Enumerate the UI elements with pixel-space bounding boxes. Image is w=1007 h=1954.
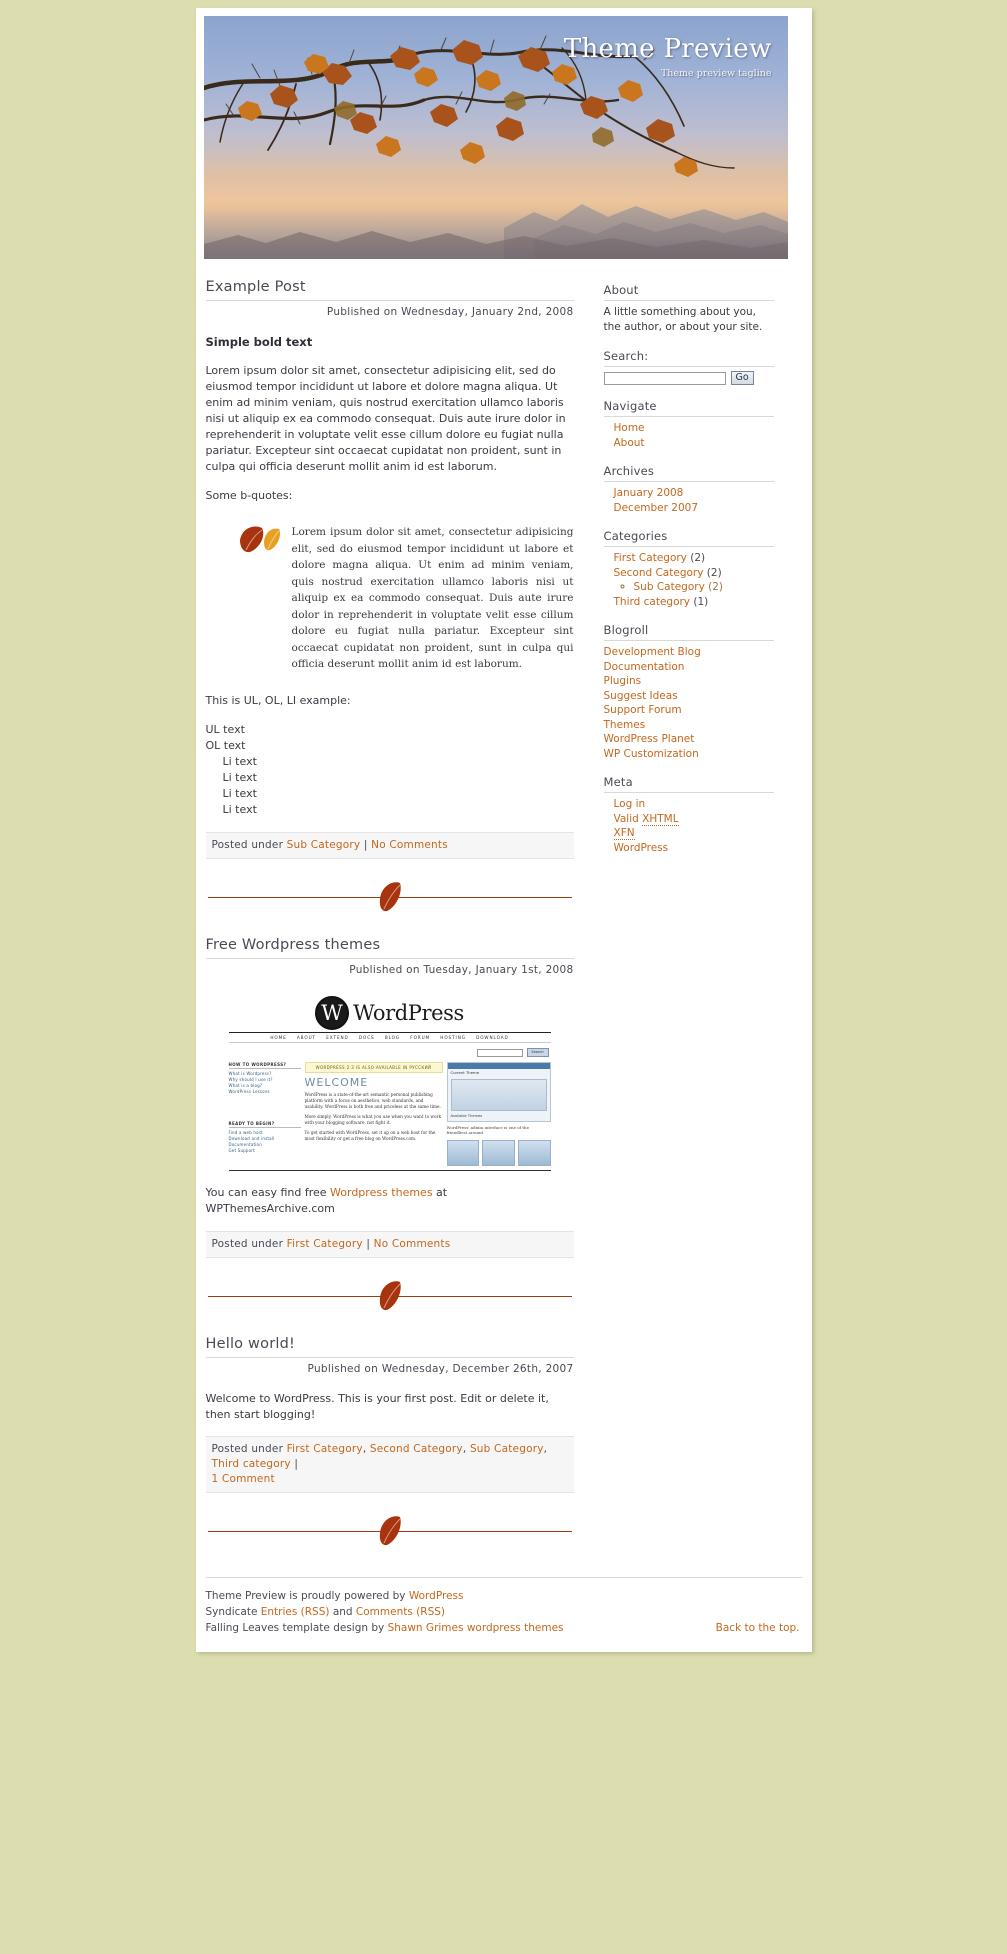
list-item (604, 645, 774, 660)
wp-nav-item: BLOG (384, 1034, 401, 1040)
meta-separator: | (360, 838, 372, 851)
wp-nav-item: HOSTING (440, 1034, 466, 1040)
posted-under-label: Posted under (211, 1237, 287, 1250)
blogroll-link[interactable]: Documentation (603, 660, 685, 673)
wp-theme-thumbnails (447, 1140, 551, 1166)
archives-list (604, 486, 774, 515)
post-meta (206, 1231, 574, 1258)
wp-admin-caption: WordPress' admin interface is one of the friendliest around. (446, 1124, 529, 1135)
wp-welcome-heading: WELCOME (304, 1075, 369, 1089)
wp-thumbnail (518, 1140, 551, 1166)
footer-line-syndicate (206, 1604, 802, 1620)
meta-separator: | (290, 1457, 299, 1470)
post-meta (206, 832, 574, 859)
widget-heading-meta: Meta (604, 775, 774, 793)
widget-heading-blogroll: Blogroll (604, 623, 774, 641)
content-column (204, 279, 574, 1571)
list-item (614, 595, 774, 610)
blogroll-link[interactable]: Suggest Ideas (603, 689, 678, 702)
post-date: Published on Wednesday, January 2nd, 2008 (326, 306, 574, 318)
category-count: (2) (708, 581, 724, 593)
post-caption-line (206, 1185, 574, 1217)
wp-available-themes-label: Available Themes (450, 1113, 483, 1118)
list-intro: This is UL, OL, LI example: (205, 693, 351, 707)
blogroll-list (604, 645, 774, 761)
list-item (614, 826, 774, 841)
wp-nav-item: FORUM (410, 1034, 431, 1040)
post-title[interactable]: Example Post (206, 279, 574, 301)
xhtml-abbr: XHTML (642, 812, 679, 825)
wp-shot-header (229, 992, 551, 1032)
widget-categories (604, 529, 774, 609)
list-item (614, 436, 774, 451)
meta-list (604, 797, 774, 855)
meta-comma: , (543, 1442, 548, 1455)
wp-footer-rule (229, 1170, 551, 1171)
back-to-top-link[interactable]: Back to the top. (715, 1621, 800, 1634)
leaf-divider (206, 873, 574, 919)
blogroll-link[interactable]: Support Forum (603, 704, 682, 716)
widget-search (604, 349, 774, 385)
category-link[interactable]: First Category (613, 552, 687, 564)
wp-search-input (477, 1049, 523, 1057)
footer-text: Syndicate (205, 1605, 261, 1618)
category-count: (2) (706, 566, 722, 579)
blogroll-link[interactable]: Themes (603, 718, 646, 731)
wp-link: Find a web host (228, 1129, 263, 1135)
site-branding (352, 34, 772, 79)
meta-comma: , (462, 1442, 470, 1455)
wordpress-link[interactable]: WordPress (408, 1589, 464, 1602)
list-item (614, 797, 774, 812)
wordpress-logo-icon: W (315, 996, 349, 1030)
site-footer (206, 1577, 802, 1652)
wp-search-bar (229, 1043, 551, 1062)
ul-demo (206, 722, 574, 738)
navigate-list (604, 421, 774, 450)
post-title[interactable]: Hello world! (206, 1336, 574, 1358)
category-link[interactable]: Sub Category (469, 1442, 544, 1455)
post-paragraph: Welcome to WordPress. This is your first post. Edit or delete it, then start blogging! (205, 1391, 549, 1421)
list-demo (206, 722, 574, 818)
wp-link: What is a blog? (228, 1082, 263, 1088)
list-item (604, 732, 774, 747)
wp-nav-item: DOCS (358, 1034, 375, 1040)
site-header-banner (204, 16, 788, 259)
post-meta (206, 1436, 574, 1493)
wp-thumbnail (447, 1140, 480, 1166)
post-body (206, 1391, 574, 1423)
wp-nav-bar (229, 1032, 551, 1043)
category-link[interactable]: Second Category (369, 1442, 463, 1455)
archive-link[interactable]: December 2007 (613, 501, 699, 514)
page-shell (196, 8, 812, 1652)
list-item (614, 501, 774, 516)
wp-paragraph: More simply, WordPress is what you use when you want to work with your blogging software, not fight it. (304, 1113, 442, 1125)
nav-link-home[interactable]: Home (613, 422, 645, 434)
footer-text: and (329, 1605, 356, 1618)
wp-thumbnail (482, 1140, 515, 1166)
list-item (614, 566, 774, 595)
search-go-button[interactable]: Go (731, 371, 754, 385)
posted-under-label: Posted under (211, 1442, 287, 1455)
comments-rss-link[interactable]: Comments (RSS) (355, 1605, 445, 1618)
list-item (604, 718, 774, 733)
post-date: Published on Wednesday, December 26th, 2007 (307, 1362, 574, 1375)
entries-rss-link[interactable]: Entries (RSS) (260, 1605, 330, 1618)
category-link[interactable]: Sub Category (286, 838, 361, 851)
wp-link: Download and install (228, 1135, 275, 1141)
caption-before: You can easy find free (205, 1185, 331, 1199)
list-item (614, 486, 774, 501)
comments-link[interactable]: No Comments (373, 1237, 451, 1250)
blockquote-leaf-icon (236, 522, 288, 556)
subcategories-list (620, 580, 774, 595)
meta-link-login[interactable]: Log in (613, 798, 646, 810)
wp-link: Why should I use it? (228, 1076, 273, 1082)
category-link[interactable]: Third category (613, 595, 691, 608)
comments-link[interactable]: No Comments (371, 838, 448, 851)
widget-about (604, 283, 774, 335)
category-count: (2) (690, 552, 706, 564)
wp-right-column (447, 1062, 551, 1166)
post-date: Published on Tuesday, January 1st, 2008 (349, 963, 574, 976)
widget-archives (604, 464, 774, 515)
subcategory-link[interactable]: Sub Category (633, 581, 705, 593)
wp-search-button: Search (527, 1048, 549, 1057)
wp-columns (229, 1062, 551, 1166)
widget-blogroll (604, 623, 774, 761)
post-free-wordpress-themes (206, 937, 574, 1258)
blockquote-intro: Some b-quotes: (205, 489, 293, 502)
list-item: Li text (222, 754, 257, 768)
wp-paragraph: WordPress is a state-of-the-art semantic personal publishing platform with a focus on aesthetics, web standards, and usability. WordPress is both free and priceless at the same time. (304, 1091, 441, 1109)
category-link[interactable]: First Category (286, 1442, 363, 1455)
footer-text: Theme Preview is proudly powered by (205, 1589, 409, 1602)
wp-current-theme-panel (447, 1062, 551, 1122)
footer-text: Falling Leaves template design by (205, 1621, 388, 1634)
wp-nav-item: ABOUT (296, 1034, 317, 1040)
post-bold-lead: Simple bold text (205, 335, 313, 349)
meta-comma: , (362, 1442, 370, 1455)
wp-link: Get Support (228, 1147, 255, 1153)
list-item (604, 674, 774, 689)
widget-heading-archives: Archives (604, 464, 774, 482)
post-title[interactable]: Free Wordpress themes (206, 937, 574, 959)
widget-meta (604, 775, 774, 855)
li-demo-nested (206, 754, 574, 818)
wp-section-title: READY TO BEGIN? (229, 1121, 301, 1128)
list-item (604, 689, 774, 704)
wp-link: Documentation (228, 1141, 262, 1147)
meta-link-xfn[interactable]: XFN (613, 827, 635, 839)
list-item (614, 812, 774, 827)
post-body (206, 334, 574, 818)
nav-link-about[interactable]: About (613, 436, 645, 449)
wordpress-themes-link[interactable]: wordpress themes (466, 1621, 564, 1634)
wp-section-title: HOW TO WORDPRESS? (229, 1062, 301, 1069)
list-item: Li text (222, 802, 257, 816)
wp-link: What is Wordpress? (228, 1070, 272, 1076)
wp-panel-preview (451, 1079, 547, 1111)
ol-item: OL text (205, 738, 246, 752)
search-input[interactable] (604, 372, 726, 385)
list-item (604, 747, 774, 762)
footer-line-credits (206, 1620, 802, 1636)
footer-line-powered-by (206, 1588, 802, 1604)
site-tagline: Theme preview tagline (660, 68, 772, 79)
list-item (614, 551, 774, 566)
ul-item: UL text (205, 722, 245, 736)
designer-link[interactable]: Shawn Grimes (387, 1621, 464, 1634)
blogroll-link[interactable]: WP Customization (603, 747, 699, 760)
search-form (604, 371, 774, 385)
leaf-divider (206, 1507, 574, 1553)
wp-nav-item: DOWNLOAD (476, 1034, 509, 1040)
leaf-icon (376, 879, 404, 913)
sidebar (604, 279, 774, 869)
meta-separator: | (362, 1237, 374, 1250)
category-link[interactable]: First Category (286, 1237, 363, 1250)
category-link[interactable]: Second Category (613, 566, 704, 579)
ol-demo (206, 738, 574, 754)
wp-panel-title: Current Theme (450, 1069, 480, 1075)
main-columns (204, 259, 804, 1571)
posted-under-label: Posted under (211, 838, 287, 851)
leaf-icon (376, 1513, 404, 1547)
wordpress-wordmark: WordPress (353, 1000, 464, 1025)
comments-link[interactable]: 1 Comment (211, 1472, 275, 1485)
sky-haze-overlay (204, 201, 788, 259)
list-item (604, 660, 774, 675)
leaf-divider (206, 1272, 574, 1318)
wp-locale-notice: WORDPRESS 2.3 IS ALSO AVAILABLE IN РУССКИЙ (305, 1062, 443, 1073)
meta-link-valid-xhtml[interactable] (614, 813, 679, 826)
blockquote-text: Lorem ipsum dolor sit amet, consectetur adipisicing elit, sed do eiusmod tempor incididunt ut labore et dolore magna aliqua. Ut enim ad minim veniam, quis nostrud exercitation ullamco laboris nisi ut aliquip ex ea commodo consequat. Duis aute irure dolor in reprehenderit in voluptate velit esse cillum dolore eu fugiat nulla pariatur. Excepteur sint occaecat cupidatat non proident, sunt in culpa qui officia deserunt mollit anim id est laborum. (291, 526, 574, 670)
category-count: (1) (693, 595, 709, 608)
list-item (614, 421, 774, 436)
wp-nav-item: HOME (270, 1034, 287, 1040)
widget-heading-about: About (604, 283, 774, 301)
wp-paragraph: To get started with WordPress, set it up on a web host for the most flexibility or get a free blog on WordPress.com. (304, 1129, 436, 1141)
list-item (634, 580, 774, 595)
list-item: Li text (222, 786, 257, 800)
list-item (604, 703, 774, 718)
wp-link: WordPress Lessons (228, 1088, 270, 1094)
post-blockquote (226, 518, 574, 679)
wp-center-column (305, 1062, 443, 1166)
widget-heading-search: Search: (604, 349, 774, 367)
post-hello-world (206, 1336, 574, 1493)
caption-after: at WPThemesArchive.com (205, 1185, 448, 1215)
archive-link[interactable]: January 2008 (613, 487, 684, 499)
meta-link-wordpress[interactable]: WordPress (613, 841, 669, 854)
wp-logo-row (229, 996, 551, 1030)
blogroll-link[interactable]: Development Blog (603, 646, 701, 658)
widget-heading-navigate: Navigate (604, 399, 774, 417)
wp-left-column (229, 1062, 301, 1166)
post-paragraph: Lorem ipsum dolor sit amet, consectetur adipisicing elit, sed do eiusmod tempor incididunt ut labore et dolore magna aliqua. Ut enim ad minim veniam, quis nostrud exercitation ullamco laboris nisi ut aliquip ex ea commodo consequat. Duis aute irure dolor in reprehenderit in voluptate velit esse cillum dolore eu fugiat nulla pariatur. Excepteur sint occaecat cupidatat non proident, sunt in culpa qui officia deserunt mollit anim id est laborum. (205, 364, 566, 473)
site-title: Theme Preview (563, 34, 772, 64)
blogroll-link[interactable]: Plugins (603, 675, 642, 687)
wordpress-site-screenshot (229, 992, 551, 1171)
wordpress-themes-link[interactable]: Wordpress themes (330, 1185, 433, 1199)
widget-navigate (604, 399, 774, 450)
about-text: A little something about you, the author, or about your site. (603, 306, 763, 333)
blogroll-link[interactable]: WordPress Planet (603, 733, 695, 745)
valid-prefix: Valid (613, 812, 643, 825)
categories-list (604, 551, 774, 609)
category-link[interactable]: Third category (211, 1457, 291, 1470)
list-item (614, 841, 774, 856)
widget-heading-categories: Categories (604, 529, 774, 547)
leaf-icon (376, 1278, 404, 1312)
list-item: Li text (222, 770, 257, 784)
post-example-post (206, 279, 574, 859)
wp-nav-item: EXTEND (326, 1034, 349, 1040)
